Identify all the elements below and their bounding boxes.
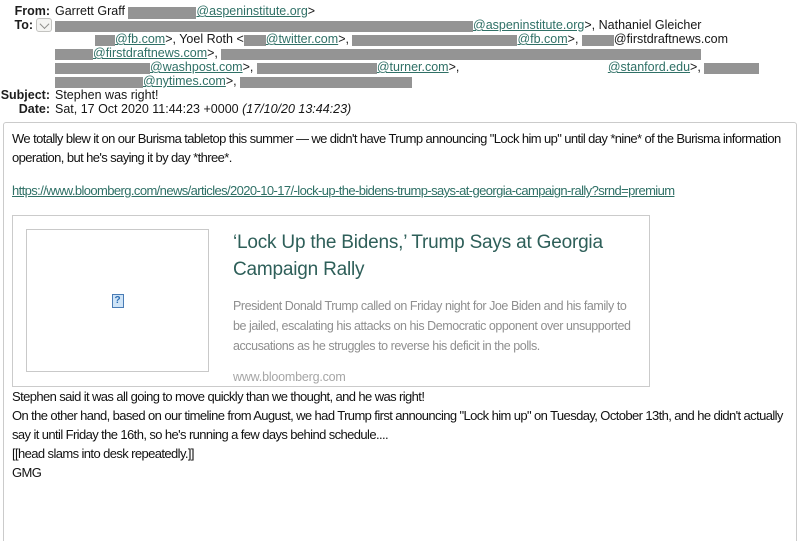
subject-row (0, 88, 800, 102)
to-text: >, (690, 60, 705, 74)
date-value (55, 102, 800, 116)
date-row (0, 102, 800, 116)
to-text: >, (567, 32, 582, 46)
to-text: >, Yoel Roth < (165, 32, 244, 46)
to-text: >, (207, 46, 222, 60)
to-value (55, 18, 800, 88)
to-row (0, 18, 800, 88)
date-utc: Sat, 17 Oct 2020 11:44:23 +0000 (55, 102, 243, 116)
to-text: >, (225, 74, 241, 88)
body-paragraph-3: On the other hand, based on our timeline from August, we had Trump first announcing "Lock him up" on Tuesday, October 13th, and he didn't actually say it until Friday the 16th, so he's running a few days behind schedule.... (12, 408, 783, 442)
to-text: >, (338, 32, 353, 46)
to-address-link[interactable]: @fb.com (517, 32, 568, 46)
redaction-block (55, 49, 93, 60)
redaction-block (55, 77, 143, 88)
to-line-1 (55, 18, 800, 32)
from-label: From: (14, 4, 50, 18)
link-preview-card[interactable] (12, 215, 650, 387)
redaction-block (95, 35, 115, 46)
to-text: >, Nathaniel Gleicher (584, 18, 702, 32)
to-text: >, (448, 60, 463, 74)
card-description: President Donald Trump called on Friday night for Joe Biden and his family to be jailed, escalating his attacks on his Democratic opponent over unsupported accusations as he struggles to reverse his deficit in the polls. (233, 299, 631, 353)
to-address-link[interactable]: @twitter.com (265, 32, 339, 46)
date-local: (17/10/20 13:44:23) (242, 102, 352, 116)
broken-image-icon: ? (112, 294, 124, 308)
card-title: ‘Lock Up the Bidens,’ Trump Says at Georgia Campaign Rally (233, 232, 603, 280)
redaction-block (352, 35, 517, 46)
body-signature: GMG (12, 465, 42, 480)
message-body (3, 122, 797, 541)
body-paragraph-1: We totally blew it on our Burisma tabletop this summer — we didn't have Trump announcing "Lock him up" until day *nine* of the Burisma information operation, but he's saying it by day *three*. (12, 131, 781, 165)
redaction-block (240, 77, 412, 88)
to-line-3 (55, 46, 800, 60)
redaction-block (704, 63, 759, 74)
redaction-block (221, 49, 701, 60)
subject-value: Stephen was right! (55, 88, 159, 102)
redaction-block (257, 63, 377, 74)
redaction-block (55, 63, 150, 74)
to-label: To: (14, 18, 33, 32)
to-expand-button[interactable] (36, 18, 52, 32)
from-row (0, 4, 800, 18)
to-address-link[interactable]: @nytimes.com (143, 74, 226, 88)
to-address-link[interactable]: @washpost.com (150, 60, 243, 74)
article-link[interactable]: https://www.bloomberg.com/news/articles/2020-10-17/-lock-up-the-bidens-trump-says-at-georgia-campaign-rally?srnd=premium (12, 183, 675, 198)
to-address-link[interactable]: @turner.com (376, 60, 449, 74)
email-headers (0, 0, 800, 116)
from-value (55, 4, 800, 18)
from-address-link[interactable]: @aspeninstitute.org (196, 4, 308, 18)
redaction-block (244, 35, 266, 46)
redaction-block (582, 35, 614, 46)
body-paragraph-2: Stephen said it was all going to move quickly than we thought, and he was right! (12, 389, 425, 404)
to-text: >, (242, 60, 257, 74)
to-address-link[interactable]: @fb.com (115, 32, 166, 46)
card-source: www.bloomberg.com (233, 370, 346, 384)
to-line-5 (55, 74, 800, 88)
to-address-link[interactable]: @stanford.edu (607, 60, 691, 74)
to-line-4 (55, 60, 800, 74)
redaction-block (55, 21, 473, 32)
chevron-down-icon (39, 19, 49, 29)
to-text: @firstdraftnews.com (613, 32, 728, 46)
subject-label: Subject: (0, 88, 50, 102)
from-suffix: > (307, 4, 316, 18)
from-name: Garrett Graff (55, 4, 125, 18)
card-text (233, 229, 636, 384)
to-line-2 (55, 32, 800, 46)
date-label: Date: (18, 102, 50, 116)
image-placeholder (26, 229, 209, 372)
to-address-link[interactable]: @firstdraftnews.com (93, 46, 208, 60)
to-label-cell (0, 18, 55, 32)
body-paragraph-4: [[head slams into desk repeatedly.]] (12, 446, 194, 461)
to-address-link[interactable]: @aspeninstitute.org (473, 18, 585, 32)
article-link-line (12, 181, 788, 200)
